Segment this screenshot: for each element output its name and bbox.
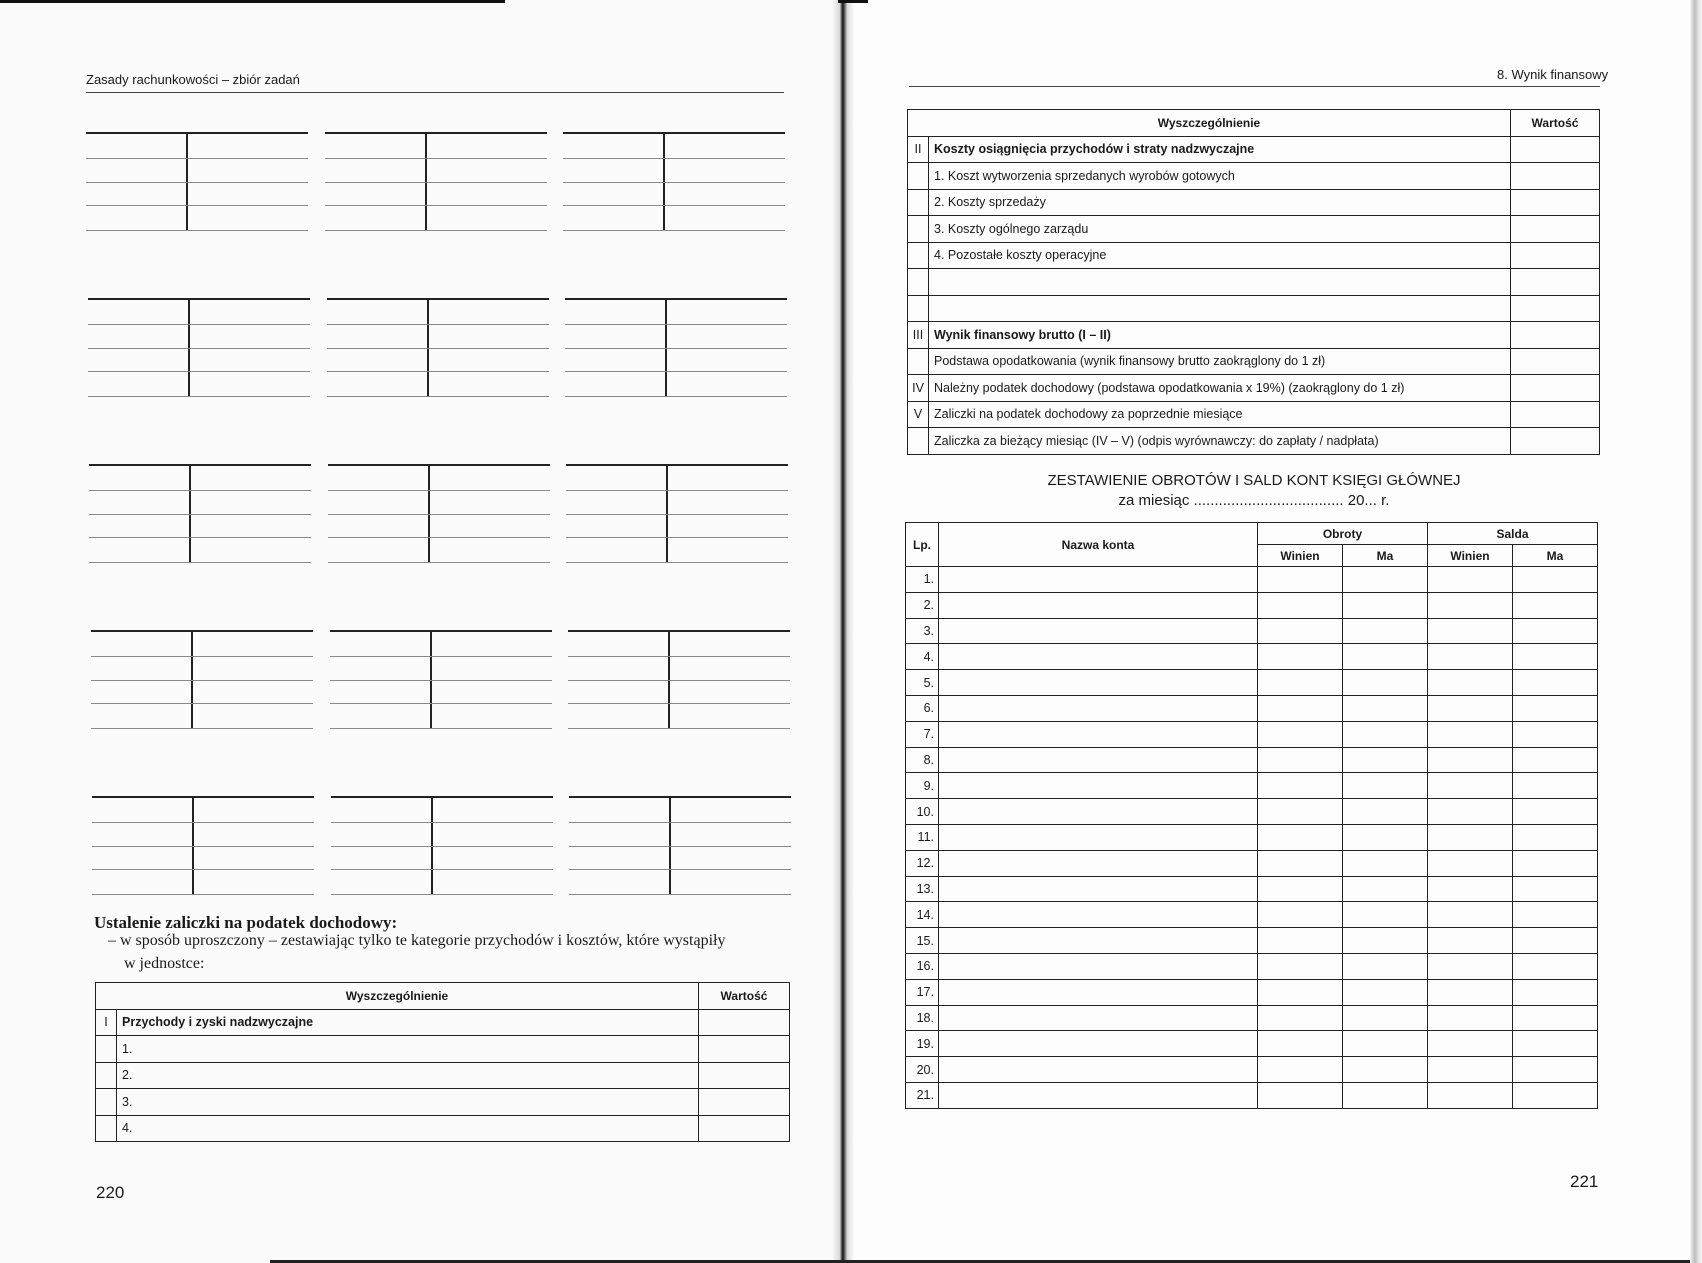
costs-table-row-label: Zaliczka za bieżący miesiąc (IV – V) (odpis wyrównawczy: do zapłaty / nadpłata) [929, 428, 1511, 455]
t-account [330, 630, 552, 730]
zestawienie-cell [1513, 618, 1598, 644]
costs-table-row-value [1511, 242, 1600, 269]
zestawienie-row [906, 799, 1598, 825]
zestawienie-cell [939, 1005, 1258, 1031]
costs-table-row-label: 1. Koszt wytworzenia sprzedanych wyrobów gotowych [929, 163, 1511, 190]
zestawienie-cell [1513, 670, 1598, 696]
zestawienie-cell [1258, 902, 1343, 928]
zestawienie-cell [1258, 747, 1343, 773]
zestawienie-row-lp: 18. [906, 1005, 939, 1031]
col-salda-ma: Ma [1513, 545, 1598, 567]
income-table-row-label: 2. [117, 1062, 699, 1089]
zestawienie-row-lp: 1. [906, 567, 939, 593]
costs-table-row [908, 216, 1600, 243]
t-account [89, 464, 311, 564]
zestawienie-cell [1428, 695, 1513, 721]
zestawienie-cell [1428, 824, 1513, 850]
income-table-row [96, 1036, 790, 1063]
t-account [327, 298, 549, 398]
zestawienie-row-lp: 21. [906, 1082, 939, 1108]
zestawienie-cell [939, 1082, 1258, 1108]
costs-table-row [908, 242, 1600, 269]
income-table-row-value [699, 1009, 790, 1036]
zestawienie-row-lp: 17. [906, 979, 939, 1005]
zestawienie-row [906, 850, 1598, 876]
zestawienie-cell [1258, 670, 1343, 696]
zestawienie-row-lp: 12. [906, 850, 939, 876]
zestawienie-cell [1343, 824, 1428, 850]
left-page-number: 220 [96, 1183, 125, 1202]
income-table-row-number [96, 1115, 117, 1142]
costs-table-row-number: III [908, 322, 929, 349]
right-page-number: 221 [1570, 1172, 1599, 1191]
zestawienie-row [906, 747, 1598, 773]
section-title: Ustalenie zaliczki na podatek dochodowy: [94, 913, 398, 932]
zestawienie-cell [939, 979, 1258, 1005]
zestawienie-cell [1428, 902, 1513, 928]
costs-table-row [908, 269, 1600, 296]
costs-table-row [908, 189, 1600, 216]
zestawienie-cell [939, 850, 1258, 876]
zestawienie-cell [1513, 902, 1598, 928]
zestawienie-row-lp: 3. [906, 618, 939, 644]
zestawienie-cell [1343, 902, 1428, 928]
col-nazwa-konta: Nazwa konta [939, 523, 1258, 567]
costs-table-row-value [1511, 348, 1600, 375]
left-header-rule [86, 92, 784, 93]
costs-table-row-number [908, 428, 929, 455]
zestawienie-row-lp: 2. [906, 592, 939, 618]
zestawienie-row [906, 695, 1598, 721]
costs-table-row-value [1511, 401, 1600, 428]
income-table-row-value [699, 1089, 790, 1116]
zestawienie-row [906, 928, 1598, 954]
zestawienie-cell [1428, 979, 1513, 1005]
zestawienie-cell [1258, 567, 1343, 593]
scan-top-border-left [0, 0, 505, 3]
costs-table-row-label [929, 295, 1511, 322]
right-running-header: 8. Wynik finansowy [1497, 67, 1609, 82]
costs-table-row [908, 322, 1600, 349]
costs-table-row [908, 348, 1600, 375]
zestawienie-cell [1513, 567, 1598, 593]
zestawienie-cell [1258, 1057, 1343, 1083]
income-table-row-label: 3. [117, 1089, 699, 1116]
income-table-row [96, 1009, 790, 1036]
t-account [568, 630, 790, 730]
zestawienie-cell [939, 928, 1258, 954]
zestawienie-cell [1428, 1031, 1513, 1057]
t-account [569, 796, 791, 896]
income-table-row-number [96, 1089, 117, 1116]
costs-table-row-label [929, 269, 1511, 296]
zestawienie-cell [1343, 1005, 1428, 1031]
income-table [95, 982, 790, 1142]
zestawienie-cell [1513, 850, 1598, 876]
zestawienie-cell [1343, 695, 1428, 721]
costs-table-row-number [908, 269, 929, 296]
zestawienie-cell [1258, 644, 1343, 670]
zestawienie-cell [1258, 1031, 1343, 1057]
costs-table-row [908, 295, 1600, 322]
zestawienie-row [906, 1057, 1598, 1083]
income-table-header-value: Wartość [699, 983, 790, 1010]
zestawienie-row-lp: 11. [906, 824, 939, 850]
zestawienie-cell [1428, 1057, 1513, 1083]
zestawienie-cell [1513, 799, 1598, 825]
zestawienie-cell [1428, 592, 1513, 618]
income-table-row [96, 1089, 790, 1116]
costs-table-row [908, 401, 1600, 428]
zestawienie-cell [1258, 850, 1343, 876]
t-account [328, 464, 550, 564]
zestawienie-cell [1343, 567, 1428, 593]
zestawienie-cell [1343, 644, 1428, 670]
zestawienie-cell [1513, 1005, 1598, 1031]
zestawienie-cell [1258, 773, 1343, 799]
zestawienie-cell [1258, 618, 1343, 644]
costs-table-row-number [908, 163, 929, 190]
zestawienie-cell [1513, 1031, 1598, 1057]
zestawienie-cell [939, 902, 1258, 928]
costs-table-row-number [908, 216, 929, 243]
t-account [91, 630, 313, 730]
zestawienie-row-lp: 15. [906, 928, 939, 954]
zestawienie-cell [939, 747, 1258, 773]
zestawienie-cell [1513, 1082, 1598, 1108]
income-table-row [96, 1062, 790, 1089]
zestawienie-cell [939, 773, 1258, 799]
zestawienie-cell [1513, 695, 1598, 721]
costs-table-row-number: IV [908, 375, 929, 402]
t-account [88, 298, 310, 398]
income-table-header-desc: Wyszczególnienie [96, 983, 699, 1010]
zestawienie-row-lp: 19. [906, 1031, 939, 1057]
costs-table-row-number [908, 242, 929, 269]
zestawienie-row-lp: 13. [906, 876, 939, 902]
zestawienie-cell [939, 695, 1258, 721]
zestawienie-cell [1513, 953, 1598, 979]
zestawienie-cell [1428, 799, 1513, 825]
zestawienie-row-lp: 5. [906, 670, 939, 696]
zestawienie-cell [1428, 567, 1513, 593]
zestawienie-cell [1513, 592, 1598, 618]
zestawienie-row-lp: 4. [906, 644, 939, 670]
zestawienie-cell [1513, 928, 1598, 954]
zestawienie-row [906, 1031, 1598, 1057]
zestawienie-cell [1428, 773, 1513, 799]
income-table-row [96, 1115, 790, 1142]
section-bullet-continuation: w jednostce: [124, 955, 205, 972]
zestawienie-cell [1513, 1057, 1598, 1083]
zestawienie-row-lp: 16. [906, 953, 939, 979]
zestawienie-cell [1513, 824, 1598, 850]
t-account [86, 132, 308, 232]
zestawienie-cell [1258, 953, 1343, 979]
costs-table-row-value [1511, 322, 1600, 349]
costs-table-row [908, 375, 1600, 402]
zestawienie-cell [1258, 979, 1343, 1005]
col-obroty-winien: Winien [1258, 545, 1343, 567]
col-obroty-ma: Ma [1343, 545, 1428, 567]
page-edge-shadow [1690, 0, 1702, 1263]
zestawienie-row [906, 1005, 1598, 1031]
costs-table-row-label: Należny podatek dochodowy (podstawa opodatkowania x 19%) (zaokrąglony do 1 zł) [929, 375, 1511, 402]
zestawienie-cell [939, 592, 1258, 618]
zestawienie-cell [1513, 747, 1598, 773]
zestawienie-cell [1428, 618, 1513, 644]
costs-table-row-value [1511, 428, 1600, 455]
zestawienie-row-lp: 10. [906, 799, 939, 825]
zestawienie-row [906, 876, 1598, 902]
zestawienie-cell [1343, 592, 1428, 618]
costs-table-header-value: Wartość [1511, 110, 1600, 137]
zestawienie-row [906, 773, 1598, 799]
zestawienie-cell [1343, 850, 1428, 876]
zestawienie-cell [1258, 876, 1343, 902]
left-running-header: Zasady rachunkowości – zbiór zadań [86, 72, 300, 87]
zestawienie-cell [1258, 799, 1343, 825]
income-table-row-label: 4. [117, 1115, 699, 1142]
costs-table [907, 109, 1600, 455]
zestawienie-cell [939, 618, 1258, 644]
zestawienie-cell [1343, 721, 1428, 747]
zestawienie-cell [1513, 979, 1598, 1005]
zestawienie-cell [1343, 1031, 1428, 1057]
zestawienie-cell [1513, 721, 1598, 747]
costs-table-row-number [908, 189, 929, 216]
zestawienie-cell [1343, 876, 1428, 902]
income-table-row-number [96, 1062, 117, 1089]
zestawienie-row [906, 953, 1598, 979]
right-header-rule [909, 86, 1600, 87]
zestawienie-row [906, 670, 1598, 696]
zestawienie-cell [1343, 1082, 1428, 1108]
zestawienie-subtitle: za miesiąc .................................... 20... r. [1118, 492, 1390, 509]
zestawienie-cell [1343, 953, 1428, 979]
costs-table-row-value [1511, 163, 1600, 190]
zestawienie-cell [1428, 953, 1513, 979]
t-account [565, 298, 787, 398]
zestawienie-cell [1258, 1005, 1343, 1031]
zestawienie-cell [1428, 1082, 1513, 1108]
zestawienie-cell [939, 567, 1258, 593]
zestawienie-cell [939, 670, 1258, 696]
zestawienie-cell [1513, 773, 1598, 799]
zestawienie-cell [1428, 670, 1513, 696]
col-lp: Lp. [906, 523, 939, 567]
zestawienie-row [906, 1082, 1598, 1108]
zestawienie-row [906, 721, 1598, 747]
zestawienie-row [906, 618, 1598, 644]
zestawienie-table [905, 522, 1598, 1109]
costs-table-row-value [1511, 216, 1600, 243]
zestawienie-cell [939, 953, 1258, 979]
costs-table-row-value [1511, 189, 1600, 216]
zestawienie-cell [939, 721, 1258, 747]
zestawienie-row-lp: 6. [906, 695, 939, 721]
income-table-row-value [699, 1036, 790, 1063]
zestawienie-cell [1258, 721, 1343, 747]
zestawienie-cell [939, 799, 1258, 825]
zestawienie-cell [1343, 670, 1428, 696]
costs-table-row [908, 428, 1600, 455]
book-gutter [832, 0, 854, 1263]
zestawienie-cell [1428, 928, 1513, 954]
costs-table-row-label: 2. Koszty sprzedaży [929, 189, 1511, 216]
costs-table-row-label: Podstawa opodatkowania (wynik finansowy brutto zaokrąglony do 1 zł) [929, 348, 1511, 375]
zestawienie-row-lp: 14. [906, 902, 939, 928]
costs-table-row-label: 4. Pozostałe koszty operacyjne [929, 242, 1511, 269]
zestawienie-cell [1343, 799, 1428, 825]
zestawienie-cell [1428, 747, 1513, 773]
costs-table-row-value [1511, 136, 1600, 163]
zestawienie-title: ZESTAWIENIE OBROTÓW I SALD KONT KSIĘGI GŁÓWNEJ [1047, 472, 1461, 489]
income-table-row-label: Przychody i zyski nadzwyczajne [117, 1009, 699, 1036]
zestawienie-cell [1513, 644, 1598, 670]
zestawienie-row-lp: 7. [906, 721, 939, 747]
zestawienie-cell [1258, 824, 1343, 850]
col-salda-winien: Winien [1428, 545, 1513, 567]
scan-top-border-mid [838, 0, 868, 3]
costs-table-row-number: V [908, 401, 929, 428]
costs-table-row-label: Zaliczki na podatek dochodowy za poprzednie miesiące [929, 401, 1511, 428]
col-salda: Salda [1428, 523, 1598, 545]
zestawienie-cell [1258, 592, 1343, 618]
zestawienie-row [906, 979, 1598, 1005]
costs-table-row-value [1511, 269, 1600, 296]
zestawienie-cell [1343, 747, 1428, 773]
section-bullet: – w sposób uproszczony – zestawiając tylko te kategorie przychodów i kosztów, które wystąpiły [108, 932, 726, 949]
t-account [325, 132, 547, 232]
income-table-row-label: 1. [117, 1036, 699, 1063]
zestawienie-row [906, 592, 1598, 618]
zestawienie-row [906, 567, 1598, 593]
zestawienie-row [906, 644, 1598, 670]
costs-table-row [908, 163, 1600, 190]
zestawienie-cell [1513, 876, 1598, 902]
t-account [92, 796, 314, 896]
zestawienie-cell [1258, 928, 1343, 954]
zestawienie-row-lp: 20. [906, 1057, 939, 1083]
zestawienie-cell [1343, 773, 1428, 799]
income-table-row-value [699, 1115, 790, 1142]
income-table-row-value [699, 1062, 790, 1089]
costs-table-row-value [1511, 295, 1600, 322]
costs-table-header-desc: Wyszczególnienie [908, 110, 1511, 137]
zestawienie-cell [1343, 979, 1428, 1005]
t-account [331, 796, 553, 896]
income-table-row-number [96, 1036, 117, 1063]
zestawienie-row [906, 902, 1598, 928]
zestawienie-cell [1428, 644, 1513, 670]
zestawienie-row [906, 824, 1598, 850]
zestawienie-cell [939, 1057, 1258, 1083]
zestawienie-cell [1343, 618, 1428, 644]
costs-table-row-value [1511, 375, 1600, 402]
zestawienie-cell [939, 1031, 1258, 1057]
costs-table-row-label: Wynik finansowy brutto (I – II) [929, 322, 1511, 349]
costs-table-row-number [908, 348, 929, 375]
zestawienie-cell [1258, 1082, 1343, 1108]
zestawienie-cell [1428, 876, 1513, 902]
costs-table-row-label: Koszty osiągnięcia przychodów i straty nadzwyczajne [929, 136, 1511, 163]
t-account [566, 464, 788, 564]
zestawienie-cell [1343, 928, 1428, 954]
costs-table-row-number: II [908, 136, 929, 163]
zestawienie-cell [1343, 1057, 1428, 1083]
zestawienie-cell [939, 876, 1258, 902]
zestawienie-row-lp: 8. [906, 747, 939, 773]
costs-table-row-label: 3. Koszty ogólnego zarządu [929, 216, 1511, 243]
zestawienie-cell [1428, 850, 1513, 876]
zestawienie-cell [1428, 721, 1513, 747]
t-account [563, 132, 785, 232]
zestawienie-cell [939, 644, 1258, 670]
costs-table-row [908, 136, 1600, 163]
zestawienie-row-lp: 9. [906, 773, 939, 799]
zestawienie-cell [1428, 1005, 1513, 1031]
income-table-row-number: I [96, 1009, 117, 1036]
zestawienie-cell [939, 824, 1258, 850]
col-obroty: Obroty [1258, 523, 1428, 545]
costs-table-row-number [908, 295, 929, 322]
zestawienie-cell [1258, 695, 1343, 721]
